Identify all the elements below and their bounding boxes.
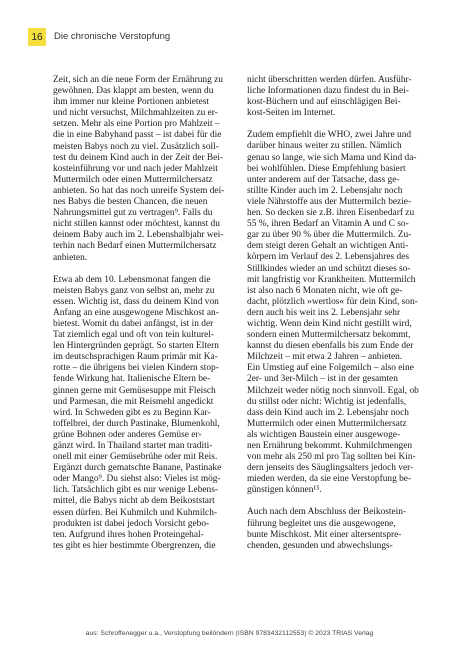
text-line: kannst du diesen ebenfalls bis zum Ende der — [247, 341, 414, 352]
text-line: du stillst oder nicht: Wichtig ist jedenfalls, — [247, 396, 407, 407]
text-line: ist also nach 6 Monaten nicht, wie oft ge- — [247, 285, 403, 296]
text-line: Tat ziemlich egal und oft von tein kulturel- — [53, 330, 215, 341]
text-line: terhin nach Bedarf einen Muttermilchersatz — [53, 241, 217, 252]
text-line: liche Informationen dazu findest du in Bei- — [247, 86, 409, 97]
text-line: mieden werden, da sie eine Verstopfung be- — [247, 474, 412, 485]
text-line: lich. Tatsächlich gibt es nur wenige Lebens- — [53, 485, 219, 496]
text-line: Zudem empfiehlt die WHO, zwei Jahre und — [247, 130, 412, 141]
text-line: kost-Seiten im Internet. — [247, 108, 336, 119]
text-line: nes Babys die besten Chancen, die neuen — [53, 197, 208, 208]
text-line: wird. In Schweden gibt es zu Beginn Kar- — [53, 407, 211, 418]
text-line: und nicht versuchst, Milchmahlzeiten zu er- — [53, 108, 218, 119]
text-line: Milchzeit weder nötig noch sinnvoll. Egal, ob — [247, 385, 419, 396]
text-line: Muttermilch oder einen Muttermilchersatz — [53, 174, 213, 185]
text-line: mittel, die Babys nicht ab dem Beikoststart — [53, 496, 215, 507]
text-line: Etwa ab dem 10. Lebensmonat fangen die — [53, 274, 211, 285]
text-line: produkten ist dabei jedoch Vorsicht gebo- — [53, 518, 210, 529]
left-column — [53, 75, 231, 563]
text-line: unter anderem auf der Tatsache, dass ge- — [247, 174, 400, 185]
text-line: meisten Babys ganz von selbst an, mehr zu — [53, 285, 215, 296]
text-line: essen. Wichtig ist, dass du deinem Kind von — [53, 296, 219, 307]
text-line: oder Mango⁹. Du siehst also: Vieles ist mög- — [53, 474, 221, 485]
page-number: 16 — [31, 31, 43, 43]
text-line: sondern einen Muttermilchersatz bekommt, — [247, 330, 411, 341]
text-line: Anfang an eine ausgewogene Mischkost an- — [53, 307, 219, 318]
text-line: gänzt wird. In Thailand startet man traditi- — [53, 441, 213, 451]
text-line: dass dein Kind auch im 2. Lebensjahr noch — [247, 407, 409, 418]
text-line: im deutschsprachigen Raum primär mit Ka- — [53, 352, 218, 363]
text-line: nicht stillen kannst oder möchtest, kannst du — [53, 219, 220, 230]
text-line: setzen. Mehr als eine Portion pro Mahlzeit – — [53, 119, 220, 130]
text-line: ihm immer nur kleine Portionen anbietest — [53, 97, 209, 108]
text-line: Zeit, sich an die neue Form der Ernährung zu — [53, 75, 223, 85]
text-line: Ergänzt durch gematschte Banane, Pastinake — [53, 463, 222, 474]
text-line: körpern im Verlauf des 2. Lebensjahres des — [247, 252, 410, 263]
text-line: anbieten. — [53, 252, 88, 263]
text-line: bietest. Womit du dabei anfängst, ist in der — [53, 318, 214, 329]
text-line: 55 %, ihren Bedarf an Vitamin A und C so- — [247, 219, 409, 230]
text-line: test du deinem Kind auch in der Zeit der Bei- — [53, 152, 223, 163]
text-line: nicht überschritten werden dürfen. Ausführ- — [247, 75, 412, 85]
text-line: dem steigt deren Gehalt an wichtigen Anti- — [247, 241, 409, 252]
text-line: als wichtigen Baustein einer ausgewoge- — [247, 429, 401, 440]
page-number-badge — [28, 28, 46, 46]
text-line: dern jenseits des Säuglingsalters jedoch ver- — [247, 463, 414, 474]
text-line: genau so lange, wie sich Mama und Kind da- — [247, 152, 417, 163]
text-line: toffelbrei, der durch Pastinake, Blumenkohl, — [53, 418, 220, 429]
text-line: dacht, plötzlich »wertlos« für dein Kind, son- — [247, 296, 418, 307]
text-line: viele Nährstoffe aus der Muttermilch bezie- — [247, 196, 412, 207]
paragraph — [247, 507, 425, 551]
text-line: Auch nach dem Abschluss der Beikostein- — [247, 507, 407, 518]
running-title: Die chronische Verstopfung — [54, 31, 171, 42]
text-line: kost-Büchern und auf einschlägigen Bei- — [247, 97, 401, 108]
text-line: chenden, gesunden und abwechslungs- — [247, 540, 393, 551]
text-line: essen dürfen. Bei Kuhmilch und Kuhmilch- — [53, 507, 218, 518]
text-line: nen Ernährung bekommt. Kuhmilchmengen — [247, 441, 413, 451]
paragraph — [247, 130, 425, 496]
text-line: 2er- und 3er-Milch – ist in der gesamten — [247, 374, 398, 385]
text-line: rotte – die übrigens bei vielen Kindern stop- — [53, 363, 219, 374]
text-line: ginnen gerne mit Gemüsesuppe mit Fleisch — [53, 385, 216, 396]
text-line: ten. Aufgrund ihres hohen Proteingehal- — [53, 529, 204, 540]
text-line: meisten Babys noch zu viel. Zusätzlich soll- — [53, 141, 219, 152]
text-line: Nahrungsmittel gut zu vertragen⁹. Falls du — [53, 208, 213, 219]
text-line: Ein Umstieg auf eine Folgemilch – also eine — [247, 363, 414, 374]
text-line: bunte Mischkost. Mit einer altersentspre- — [247, 529, 402, 540]
text-line: bei wohlfühlen. Diese Empfehlung basiert — [247, 163, 406, 174]
text-line: gewöhnen. Das klappt am besten, wenn du — [53, 86, 214, 97]
text-line: kosteinführung vor und nach jeder Mahlzeit — [53, 163, 218, 174]
text-line: dern auch bis weit ins 2. Lebensjahr sehr — [247, 307, 401, 318]
text-line: onell mit einer Gemüsebrühe oder mit Reis. — [53, 452, 218, 463]
text-line: tes gibt es hier bestimmte Obergrenzen, die — [53, 540, 216, 551]
text-line: Muttermilch oder einen Muttermilchersatz — [247, 418, 407, 429]
text-line: von mehr als 250 ml pro Tag sollten bei Kin- — [247, 452, 416, 463]
text-line: führung begleitet uns die ausgewogene, — [247, 518, 396, 529]
text-line: anbieten. So hat das noch unreife System dei- — [53, 185, 225, 196]
text-line: deinem Baby auch im 2. Lebenshalbjahr wei- — [53, 230, 224, 241]
paragraph — [53, 75, 231, 264]
text-line: Stillkindes wieder an und schützt dieses so- — [247, 263, 411, 274]
text-line: len Hintergründen geprägt. So starten Eltern — [53, 341, 219, 352]
right-column — [247, 75, 425, 563]
text-line: gar zu über 90 % über die Muttermilch. Zu- — [247, 230, 412, 241]
page-footer: aus: Schroffenegger u.a., Verstopfung beilöndern (ISBN 9783432112553) © 2023 TRIAS Verlag — [85, 630, 374, 637]
text-line: darüber hinaus weiter zu stillen. Nämlich — [247, 141, 402, 152]
text-line: grüne Bohnen oder anderes Gemüse er- — [53, 429, 202, 440]
text-line: die in eine Babyhand passt – ist dabei für die — [53, 130, 222, 141]
text-line: und Parmesan, die mit Reismehl angedickt — [53, 396, 214, 407]
text-line: günstigen können¹⁵. — [247, 485, 322, 496]
text-line: hen. So decken sie z.B. ihren Eisenbedarf zu — [247, 208, 415, 219]
text-line: fende Wirkung hat. Italienische Eltern be- — [53, 374, 211, 385]
text-line: mit langfristig vor Krankheiten. Muttermilch — [247, 274, 416, 285]
paragraph — [247, 75, 425, 119]
paragraph — [53, 275, 231, 552]
text-line: Milchzeit – mit etwa 2 Jahren – anbieten. — [247, 352, 403, 363]
text-line: wichtig. Wenn dein Kind nicht gestillt wird, — [247, 318, 412, 329]
text-line: stillte Kinder auch im 2. Lebensjahr noch — [247, 185, 403, 196]
